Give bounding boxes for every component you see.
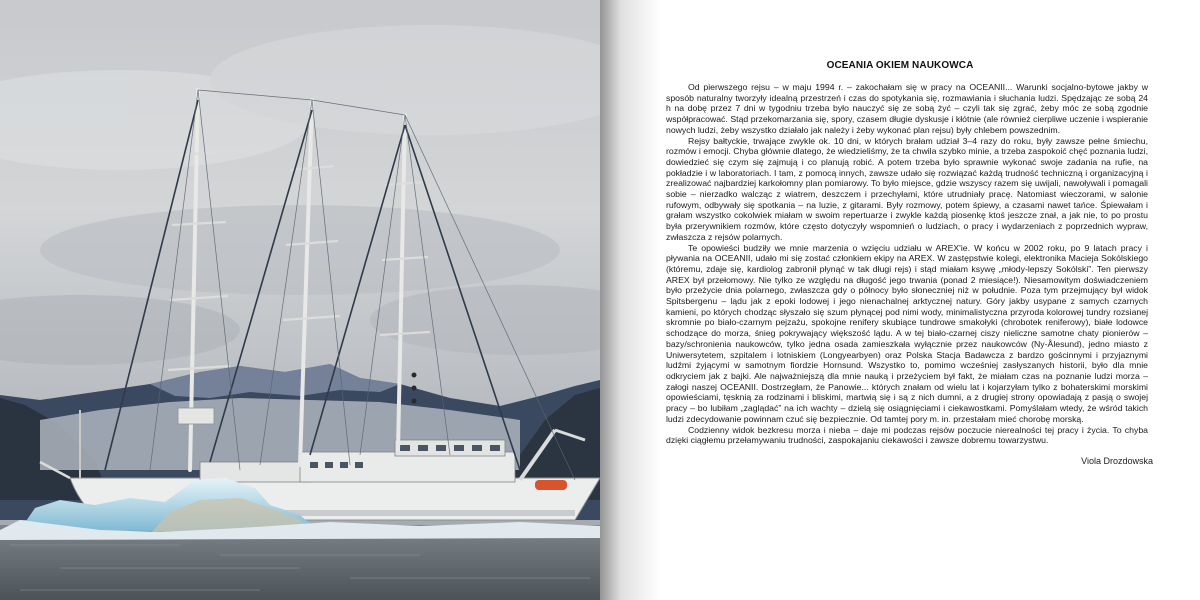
- body-paragraph: Codzienny widok bezkresu morza i nieba – daje mi podczas rejsów poczucie nierealności tej pracy i życia. To chyba dzięki ciągłemu przełamywaniu trudności, zaspokajaniu ciekawości i zawsze dobremu towarzystwu.: [666, 424, 1148, 446]
- author-signature: Viola Drozdowska: [1081, 456, 1153, 466]
- right-page: [600, 0, 1200, 600]
- body-paragraph: Rejsy bałtyckie, trwające zwykle ok. 10 dni, w których brałam udział 3–4 razy do roku, były zawsze pełne śmiechu, rozmów i emocji. Chyba głównie dlatego, że wiedzieliśmy, że ta chwila szybko minie, a trzeba zaspokoić chęć poznania ludzi, dowiedzieć się czym się zajmują i co planują robić. A potem trzeba było sprawnie wykonać swoje zadania na rufie, na pokładzie i w laboratoriach. I tam, z pomocą innych, zawsze udało się rozwiązać każdą trudność techniczną i organizacyjną i zrealizować najbardziej karkołomny plan pomiarowy. To było miejsce, gdzie wszyscy razem się uwijali, nawoływali i pomagali sobie – nierzadko walcząc z wiatrem, deszczem i przechyłami, które utrudniały pracę. Natomiast wieczorami, w salonie rufowym, odbywały się spotkania – na luzie, z gitarami. Były rozmowy, potem śpiewy, a czasami nawet tańce. Śpiewałam i grałam wszystko cokolwiek miałam w swoim repertuarze i zwykle każdą piosenkę ktoś jeszcze znał, a jak nie, to po prostu była przerywnikiem rozmów, które często dotyczyły wspomnień o ludziach, o pracy i wydarzeniach z poprzednich wypraw, zwłaszcza z rejsów polarnych.: [666, 135, 1148, 242]
- article-body: [666, 82, 1148, 446]
- gutter-shadow: [600, 0, 660, 600]
- lifeboat: [535, 480, 567, 490]
- body-paragraph: Te opowieści budziły we mnie marzenia o wzięciu udziału w AREX'ie. W końcu w 2002 roku, po 9 latach pracy i pływania na OCEANII, udało mi się zostać członkiem ekipy na AREX. W zastępstwie kolegi, elektronika Macieja Sokólskiego (któremu, zdaje się, kardiolog zabronił płynąć w tak długi rejs) i stąd miałam ksywę „młody-lepszy Sokólski”. Ten pierwszy AREX był przełomowy. Nie tylko ze względu na długość jego trwania (ponad 2 miesiące!). Niesamowitym doświadczeniem było przeżycie dnia polarnego, zwłaszcza gdy o północy było słoneczniej niż w południe. Poza tym przejmujący był widok Spitsbergenu – lądu jak z epoki lodowej i jego nienachalnej arktycznej natury. Góry jakby usypane z samych czarnych kamieni, po których chodząc słyszało się szum płynącej pod nimi wody, minimalistyczna przyroda kolorowej tundry rozsianej skromnie po biało-czarnym pejzażu, spokojne renifery skubiące tundrowe smakołyki (chrobotek reniferowy), białe lodowce schodzące do morza, śnieg pokrywający większość lądu. A w tej biało-czarnej ciszy nieliczne samotne chaty pionierów – bazy/schronienia naukowców, tylko jedna osada zamieszkała wyłącznie przez naukowców (Ny-Ålesund), jedno miasto z Uniwersytetem, szpitalem i lotniskiem (Longyearbyen) oraz Polska Stacja Badawcza z bardzo gościnnymi i przyjaznymi ludźmi żyjącymi w samotnym fiordzie Hornsund. Wszystko to, pomimo wcześniej zasłyszanych historii, było dla mnie odkryciem jak z bajki. Ale najważniejszą dla mnie nauką i przeżyciem był fakt, że miałam czas na poznanie ludzi morza – załogi naszej OCEANII. Dostrzegłam, że Panowie... których znałam od wielu lat i kojarzyłam tylko z bohaterskimi morskimi opowieściami, tęsknią za rodzinami i bliskimi, martwią się i są z nich dumni, a z drugiej strony opowiadają z pasją o swojej pracy – bo lubiłam „zaglądać” na ich wachty – dzielą się osiągnięciami i ciekawostkami. Pomyślałam wtedy, że wśród takich ludzi zdecydowanie powinnam czuć się bezpiecznie. Od tamtej pory m. in. przestałam mieć chorobę morską.: [666, 242, 1148, 424]
- body-paragraph: Od pierwszego rejsu – w maju 1994 r. – zakochałam się w pracy na OCEANII... Warunki socjalno-bytowe jakby w sposób naturalny tworzyły idealną przestrzeń i czas do spotykania się, rozmawiania i słuchania ludzi. Spędzając ze sobą 24 h na dobę przez 7 dni w tygodniu trzeba było nauczyć się ze sobą żyć – czyli tak się zgrać, żeby móc ze sobą zgodnie współpracować. Stąd przekomarzania się, spory, czasem długie dyskusje i kłótnie (ale również cierpliwe uczenie i wspieranie nowych ludzi, żeby wszystko działało jak należy i żeby wykonać plan rejsu) były chlebem powszednim.: [666, 82, 1148, 135]
- crows-nest: [178, 408, 214, 424]
- article-title: OCEANIA OKIEM NAUKOWCA: [826, 60, 974, 71]
